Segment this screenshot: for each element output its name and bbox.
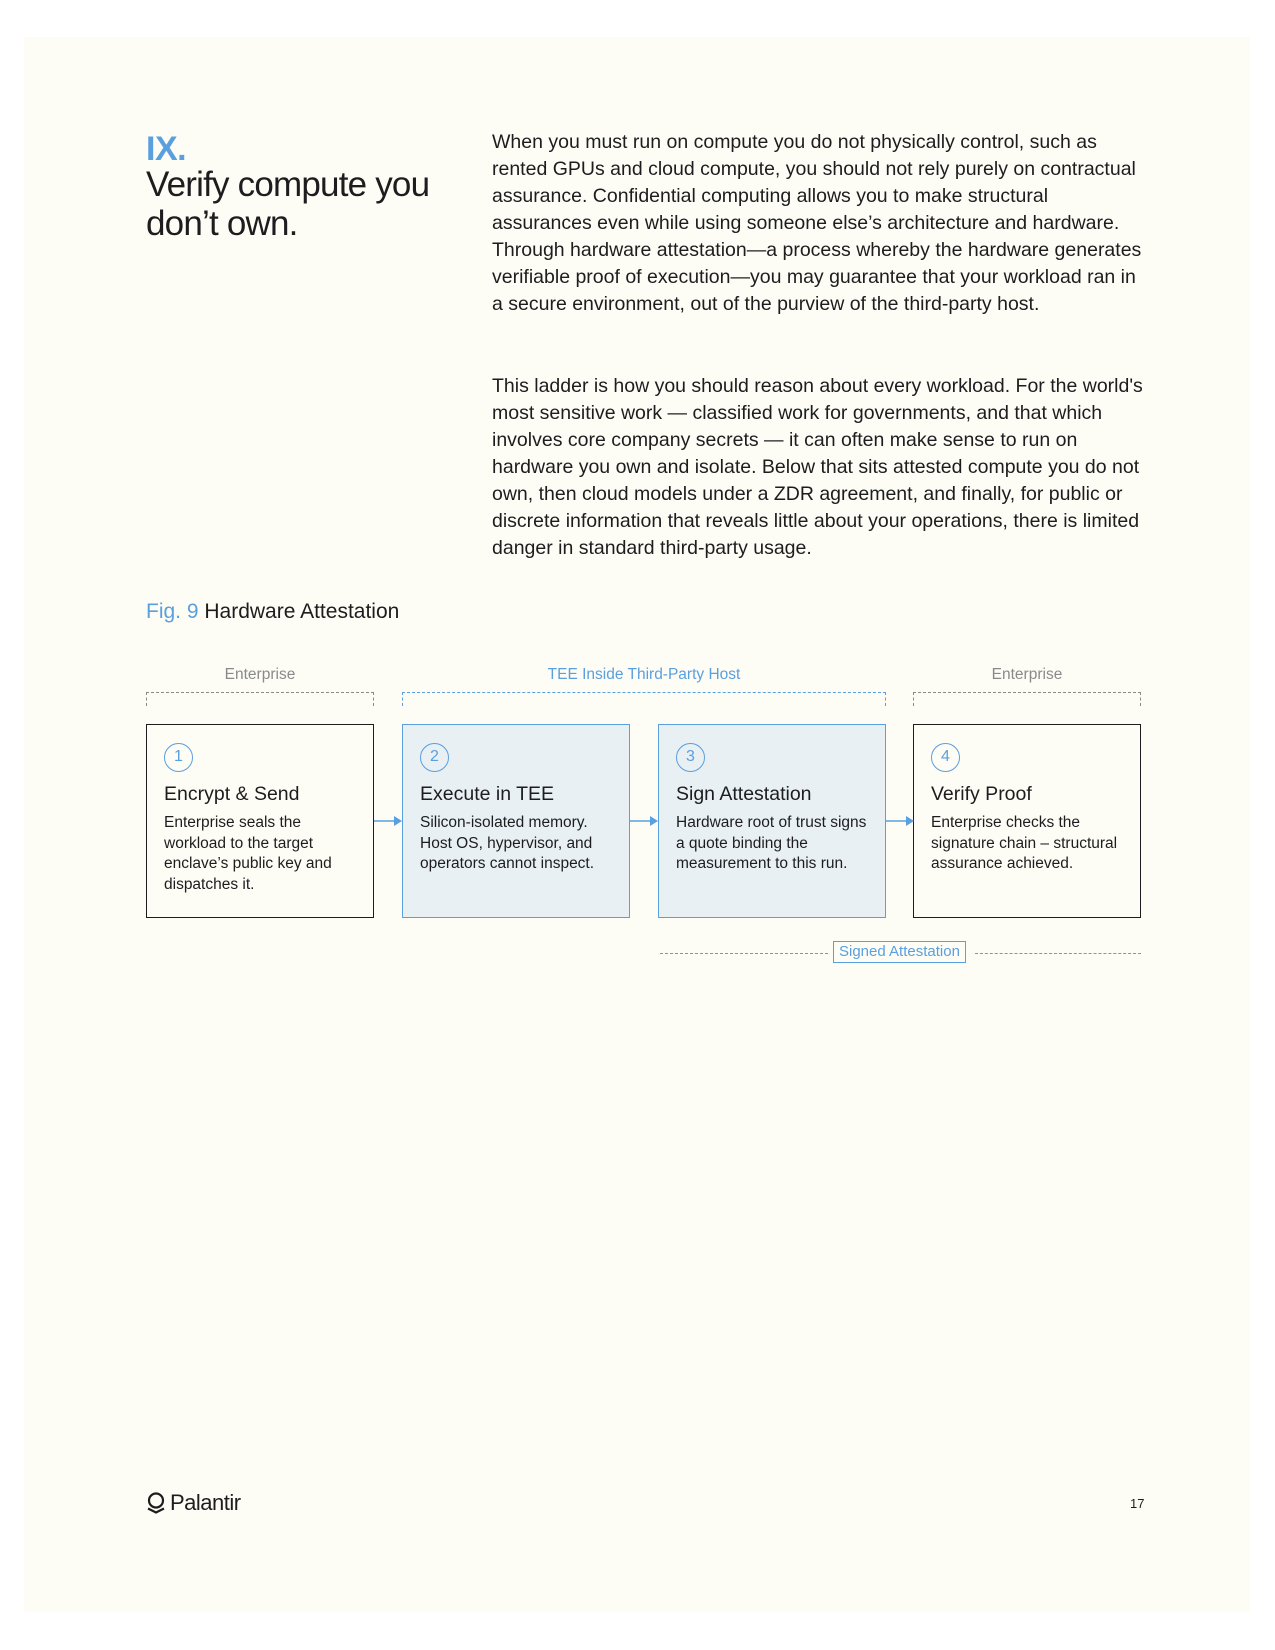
step-number: 4 <box>931 743 960 772</box>
step-box-1 <box>146 724 374 918</box>
step-description: Enterprise checks the signature chain – structural assurance achieved. <box>931 814 1118 872</box>
step-description: Enterprise seals the workload to the target enclave’s public key and dispatches it. <box>164 814 332 893</box>
arrow-right-icon <box>374 814 402 828</box>
bracket-enterprise-right <box>913 692 1141 706</box>
signed-attestation-line-left <box>660 953 828 954</box>
figure-number: Fig. 9 <box>146 600 199 623</box>
group-label-enterprise-right: Enterprise <box>991 666 1063 683</box>
signed-attestation-label: Signed Attestation <box>833 941 966 963</box>
palantir-logo <box>146 1490 241 1516</box>
signed-attestation-line-right <box>975 953 1141 954</box>
palantir-logo-icon <box>146 1492 166 1514</box>
group-label-enterprise-left: Enterprise <box>224 666 296 683</box>
step-description: Silicon-isolated memory. Host OS, hypervisor, and operators cannot inspect. <box>420 814 595 872</box>
paragraph: When you must run on compute you do not physically control, such as rented GPUs and cloud compute, you should not rely purely on contractual assurance. Confidential computing allows you to make structural assurances even while using someone else’s architecture and hardware. Through hardware attestation—a process whereby the hardware generates verifiable proof of execution—you may guarantee that your workload ran in a secure environment, out of the purview of the third-party host. <box>492 131 1142 315</box>
arrow-right-icon <box>886 814 914 828</box>
step-box-4 <box>913 724 1141 918</box>
step-box-3 <box>658 724 886 918</box>
step-number: 3 <box>676 743 705 772</box>
section-number: IX. <box>146 130 187 168</box>
figure-caption <box>146 600 399 624</box>
group-label-tee: TEE Inside Third-Party Host <box>547 666 741 683</box>
section-title: Verify compute you don’t own. <box>146 165 430 243</box>
paragraph: This ladder is how you should reason about every workload. For the world's most sensitive work — classified work for governments, and that which involves core company secrets — it can often make sense to run on hardware you own and isolate. Below that sits attested compute you do not own, then cloud models under a ZDR agreement, and finally, for public or discrete information that reveals little about your operations, there is limited danger in standard third-party usage. <box>492 375 1143 559</box>
step-description: Hardware root of trust signs a quote binding the measurement to this run. <box>676 814 867 872</box>
figure-title: Hardware Attestation <box>204 600 400 623</box>
page-number: 17 <box>1130 1496 1145 1511</box>
step-title: Encrypt & Send <box>164 783 300 805</box>
step-title: Verify Proof <box>931 783 1032 805</box>
step-box-2 <box>402 724 630 918</box>
step-number: 1 <box>164 743 193 772</box>
bracket-tee <box>402 692 886 706</box>
arrow-right-icon <box>630 814 658 828</box>
step-number: 2 <box>420 743 449 772</box>
step-title: Sign Attestation <box>676 783 812 805</box>
brand-name: Palantir <box>170 1490 241 1515</box>
bracket-enterprise-left <box>146 692 374 706</box>
step-title: Execute in TEE <box>420 783 555 805</box>
